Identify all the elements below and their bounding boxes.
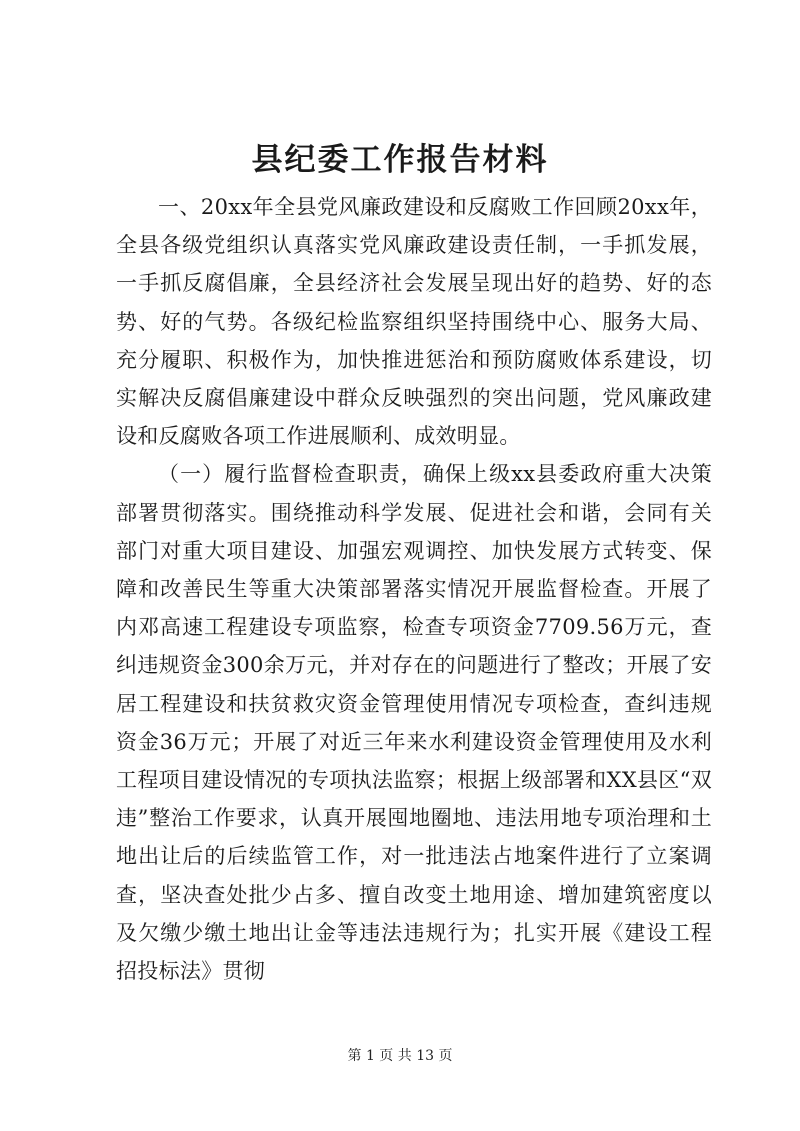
page-number-footer: 第 1 页 共 13 页 <box>347 1048 453 1064</box>
paragraph-review: 一、20xx年全县党风廉政建设和反腐败工作回顾20xx年，全县各级党组织认真落实党风廉政建设责任制，一手抓发展，一手抓反腐倡廉，全县经济社会发展呈现出好的趋势、好的态势、好的气势。各级纪检监察组织坚持围绕中心、服务大局、充分履职、积极作为，加快推进惩治和预防腐败体系建设，切实解决反腐倡廉建设中群众反映强烈的突出问题，党风廉政建设和反腐败各项工作进展顺利、成效明显。 <box>116 195 712 449</box>
document-body <box>116 188 712 990</box>
document-title: 县纪委工作报告材料 <box>251 142 549 178</box>
paragraph-supervision: （一）履行监督检查职责，确保上级xx县委政府重大决策部署贯彻落实。围绕推动科学发展、促进社会和谐，会同有关部门对重大项目建设、加强宏观调控、加快发展方式转变、保障和改善民生等重大决策部署落实情况开展监督检查。开展了内邓高速工程建设专项监察，检查专项资金7709.56万元，查纠违规资金300余万元，并对存在的问题进行了整改；开展了安居工程建设和扶贫救灾资金管理使用情况专项检查，查纠违规资金36万元；开展了对近三年来水利建设资金管理使用及水利工程项目建设情况的专项执法监察；根据上级部署和XX县区“双违”整治工作要求，认真开展囤地圈地、违法用地专项治理和土地出让后的后续监管工作，对一批违法占地案件进行了立案调查，坚决查处批少占多、擅自改变土地用途、增加建筑密度以及欠缴少缴土地出让金等违法违规行为；扎实开展《建设工程招投标法》贯彻 <box>116 462 712 984</box>
